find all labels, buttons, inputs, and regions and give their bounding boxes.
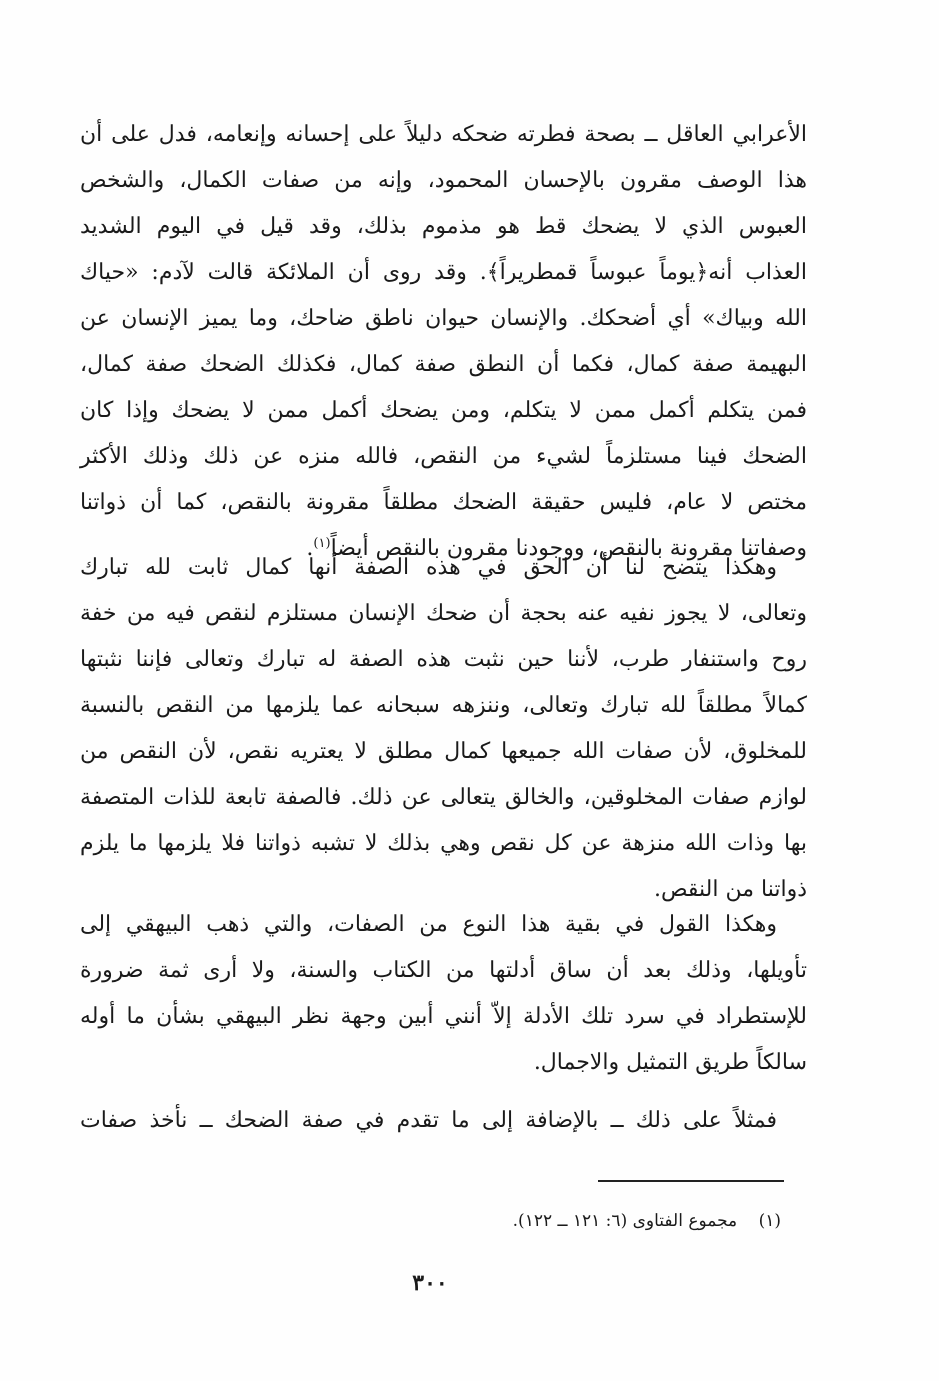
paragraph-4	[80, 1098, 807, 1144]
text-line: الله وبياك» أي أضحكك. والإنسان حيوان ناطق ضاحك، وما يميز الإنسان عن	[80, 306, 807, 331]
text-line: روح واستنفار طرب، لأننا حين نثبت هذه الصفة له تبارك وتعالى فإننا نثبتها	[80, 647, 807, 672]
text-line: مختص لا عام، فليس حقيقة الضحك مطلقاً مقرونة بالنقص، كما أن ذواتنا	[80, 490, 807, 515]
text-line: هذا الوصف مقرون بالإحسان المحمود، وإنه من صفات الكمال، والشخص	[80, 168, 807, 193]
text-line: ذواتنا من النقص.	[653, 877, 807, 902]
footnote-divider	[598, 1180, 784, 1182]
text-line: للإستطراد في سرد تلك الأدلة إلاّ أنني أبين وجهة نظر البيهقي بشأن ما أوله	[80, 1004, 807, 1029]
text-line: الضحك فينا مستلزماً لشيء من النقص، فالله منزه عن ذلك وذلك الأكثر	[80, 444, 807, 469]
text-line: الأعرابي العاقل ــ بصحة فطرته ضحكه دليلاً على إحسانه وإنعامه، فدل على أن	[80, 122, 807, 147]
text-line-content: وصفاتنا مقرونة بالنقص، ووجودنا مقرون بالنقص أيضاً	[330, 536, 807, 561]
text-line: وهكذا يتضح لنا أن الحق في هذه الصفة أنها كمال ثابت لله تبارك	[80, 555, 777, 580]
text-line: بها وذات الله منزهة عن كل نقص وهي بذلك لا تشبه ذواتنا فلا يلزمها ما يلزم	[80, 831, 807, 856]
paragraph-3	[80, 902, 807, 1086]
text-line: فمثلاً على ذلك ــ بالإضافة إلى ما تقدم في صفة الضحك ــ نأخذ صفات	[80, 1108, 777, 1133]
text-line: لوازم صفات المخلوقين، والخالق يتعالى عن ذلك. فالصفة تابعة للذات المتصفة	[80, 785, 807, 810]
text-line: وهكذا القول في بقية هذا النوع من الصفات، والتي ذهب البيهقي إلى	[80, 912, 777, 937]
text-line: العذاب أنه﴿يوماً عبوساً قمطريراً﴾. وقد روى أن الملائكة قالت لآدم: «حياك	[80, 260, 807, 285]
text-line: للمخلوق، لأن صفات الله جميعها كمال مطلق لا يعتريه نقص، لأن النقص من	[80, 739, 807, 764]
footnote	[513, 1206, 781, 1236]
text-line: العبوس الذي لا يضحك قط هو مذموم بذلك، وقد قيل في اليوم الشديد	[80, 214, 807, 239]
text-line: وتعالى، لا يجوز نفيه عنه بحجة أن ضحك الإنسان مستلزم لنقص فيه من خفة	[80, 601, 807, 626]
text-line: فمن يتكلم أكمل ممن لا يتكلم، ومن يضحك أكمل ممن لا يضحك وإذا كان	[80, 398, 807, 423]
paragraph-1	[80, 112, 807, 572]
text-line: كمالاً مطلقاً لله تبارك وتعالى، وننزهه سبحانه عما يلزمها من النقص بالنسبة	[80, 693, 807, 718]
footnote-reference[interactable]: (١)	[313, 536, 331, 551]
sentence-end: .	[306, 536, 314, 561]
footnote-marker: (١)	[758, 1211, 781, 1231]
text-line: تأويلها، وذلك بعد أن ساق أدلتها من الكتاب والسنة، ولا أرى ثمة ضرورة	[80, 958, 807, 983]
paragraph-2	[80, 545, 807, 913]
text-line: البهيمة صفة كمال، فكما أن النطق صفة كمال، فكذلك الضحك صفة كمال،	[80, 352, 807, 377]
text-line: سالكاً طريق التمثيل والاجمال.	[533, 1050, 807, 1075]
footnote-text: مجموع الفتاوى (٦: ١٢١ ــ ١٢٢).	[512, 1211, 738, 1231]
page-number: ٣٠٠	[412, 1270, 448, 1296]
